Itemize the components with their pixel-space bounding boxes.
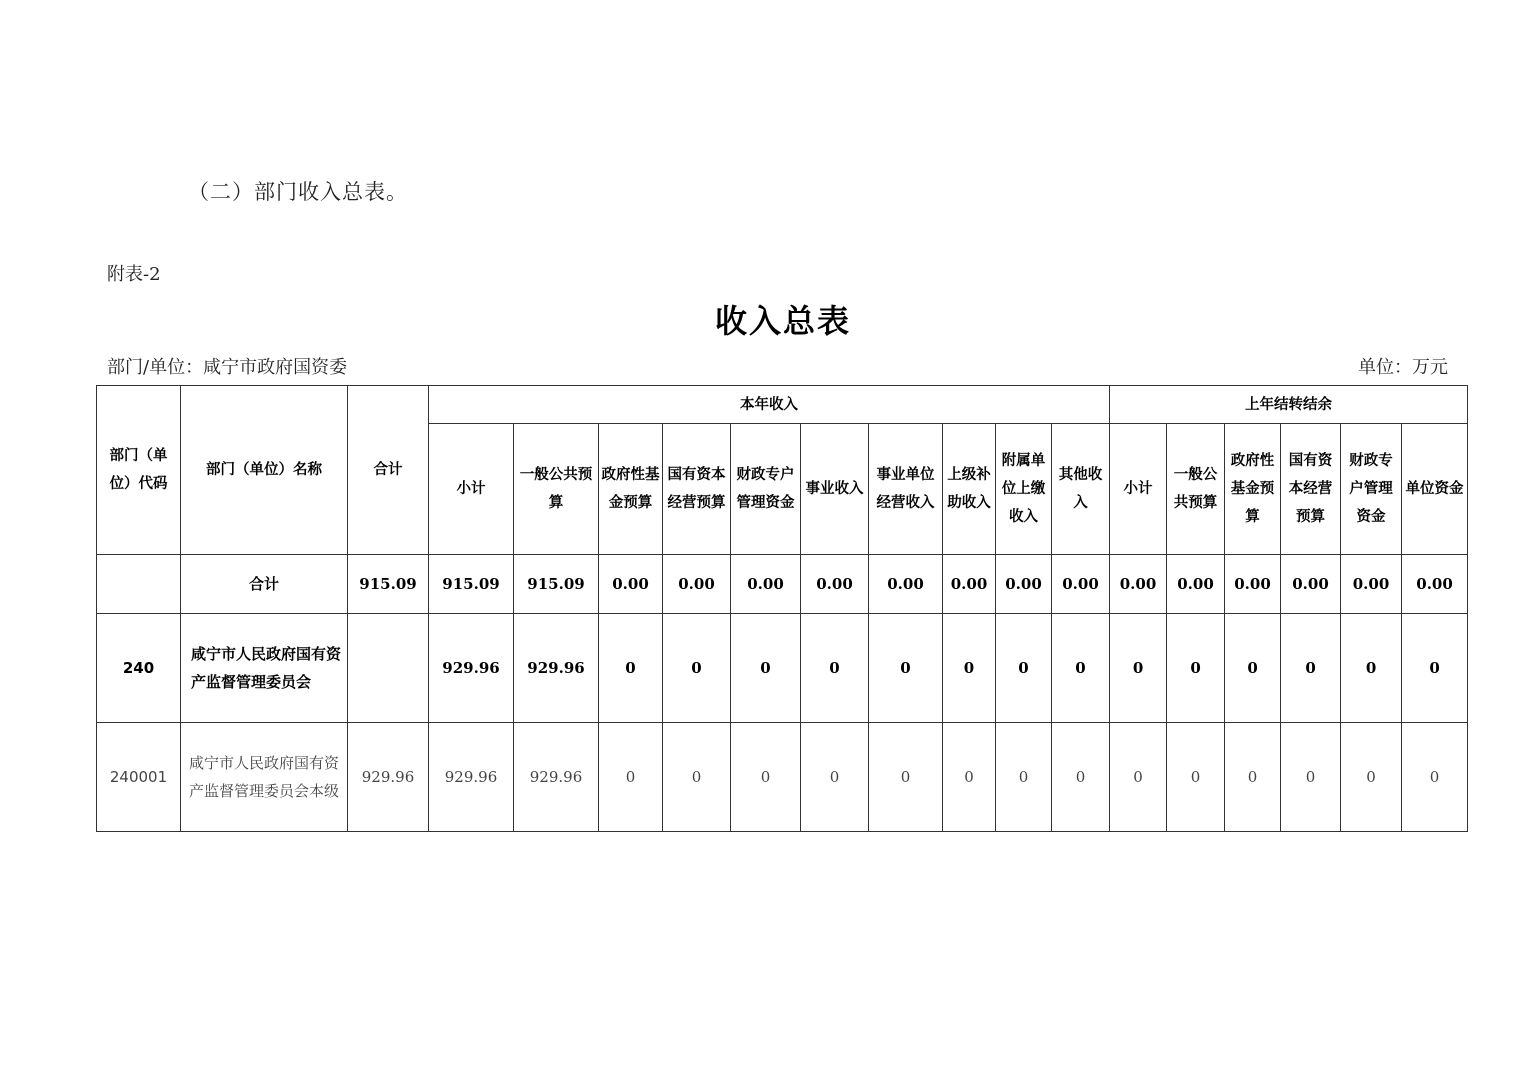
header-group-prior-balance: 上年结转结余 — [1110, 386, 1468, 424]
header-cell: 国有资本经营预算 — [1281, 424, 1341, 555]
table-cell: 0 — [943, 723, 996, 832]
header-cell: 财政专户管理资金 — [1341, 424, 1402, 555]
table-cell: 0 — [1110, 614, 1167, 723]
table-cell: 0 — [663, 614, 731, 723]
unit-line: 单位：万元 — [1358, 357, 1448, 378]
header-cell: 政府性基金预算 — [1225, 424, 1281, 555]
attachment-label: 附表-2 — [107, 264, 161, 285]
header-cell: 国有资本经营预算 — [663, 424, 731, 555]
row-name: 咸宁市人民政府国有资产监督管理委员会本级 — [181, 723, 348, 832]
table-cell: 0 — [996, 614, 1052, 723]
row-total-value: 929.96 — [348, 723, 429, 832]
table-cell: 0.00 — [731, 555, 801, 614]
table-cell: 0 — [1225, 614, 1281, 723]
table-cell: 0 — [663, 723, 731, 832]
table-cell: 0.00 — [996, 555, 1052, 614]
table-cell: 0 — [801, 614, 869, 723]
table-cell: 0 — [1167, 723, 1225, 832]
table-row — [97, 614, 1468, 723]
table-cell: 0 — [1167, 614, 1225, 723]
table-row — [97, 723, 1468, 832]
table-cell: 0 — [1281, 723, 1341, 832]
table-cell: 0 — [1402, 723, 1468, 832]
header-group-current-year: 本年收入 — [429, 386, 1110, 424]
table-cell: 0 — [1281, 614, 1341, 723]
header-row-groups — [97, 386, 1468, 424]
row-total-value — [348, 614, 429, 723]
header-cell: 单位资金 — [1402, 424, 1468, 555]
header-cell: 事业单位经营收入 — [869, 424, 943, 555]
page-title: 收入总表 — [714, 302, 851, 340]
table-cell: 0.00 — [801, 555, 869, 614]
table-cell: 0 — [1225, 723, 1281, 832]
table-cell: 0.00 — [1110, 555, 1167, 614]
table-cell: 0.00 — [1052, 555, 1110, 614]
section-heading: （二）部门收入总表。 — [188, 180, 408, 204]
table-cell: 929.96 — [429, 723, 514, 832]
header-cell: 上级补助收入 — [943, 424, 996, 555]
table-cell: 929.96 — [514, 614, 599, 723]
row-name: 咸宁市人民政府国有资产监督管理委员会 — [181, 614, 348, 723]
table-cell: 0 — [1052, 723, 1110, 832]
table-cell: 0.00 — [599, 555, 663, 614]
header-dept-code: 部门（单位）代码 — [97, 386, 181, 555]
table-cell: 915.09 — [429, 555, 514, 614]
table-cell: 0 — [1341, 723, 1402, 832]
table-cell: 0.00 — [943, 555, 996, 614]
table-cell: 0 — [1110, 723, 1167, 832]
row-total-value: 915.09 — [348, 555, 429, 614]
table-cell: 0 — [869, 614, 943, 723]
table-cell: 915.09 — [514, 555, 599, 614]
header-cell: 其他收入 — [1052, 424, 1110, 555]
table-cell: 0.00 — [869, 555, 943, 614]
table-cell: 929.96 — [514, 723, 599, 832]
table-cell: 0 — [943, 614, 996, 723]
table-cell: 0 — [731, 614, 801, 723]
row-code: 240001 — [97, 723, 181, 832]
header-total: 合计 — [348, 386, 429, 555]
header-cell: 附属单位上缴收入 — [996, 424, 1052, 555]
department-line: 部门/单位：咸宁市政府国资委 — [107, 357, 348, 378]
header-cell: 小计 — [1110, 424, 1167, 555]
table-cell: 0 — [599, 614, 663, 723]
header-cell: 事业收入 — [801, 424, 869, 555]
header-cell: 一般公共预算 — [514, 424, 599, 555]
table-cell: 0 — [801, 723, 869, 832]
table-cell: 0.00 — [1402, 555, 1468, 614]
table-cell: 0.00 — [1281, 555, 1341, 614]
table-cell: 0 — [1402, 614, 1468, 723]
table-cell: 929.96 — [429, 614, 514, 723]
table-cell: 0.00 — [1225, 555, 1281, 614]
row-name: 合计 — [181, 555, 348, 614]
table-cell: 0 — [1341, 614, 1402, 723]
income-summary-table — [96, 385, 1468, 832]
header-cell: 小计 — [429, 424, 514, 555]
table-cell: 0.00 — [663, 555, 731, 614]
header-cell: 财政专户管理资金 — [731, 424, 801, 555]
header-cell: 政府性基金预算 — [599, 424, 663, 555]
table-cell: 0 — [599, 723, 663, 832]
table-row-total — [97, 555, 1468, 614]
table-cell: 0 — [869, 723, 943, 832]
table-cell: 0 — [996, 723, 1052, 832]
row-code: 240 — [97, 614, 181, 723]
table-cell: 0 — [731, 723, 801, 832]
header-dept-name: 部门（单位）名称 — [181, 386, 348, 555]
header-cell: 一般公共预算 — [1167, 424, 1225, 555]
table-cell: 0.00 — [1167, 555, 1225, 614]
table-cell: 0 — [1052, 614, 1110, 723]
table-cell: 0.00 — [1341, 555, 1402, 614]
row-code — [97, 555, 181, 614]
